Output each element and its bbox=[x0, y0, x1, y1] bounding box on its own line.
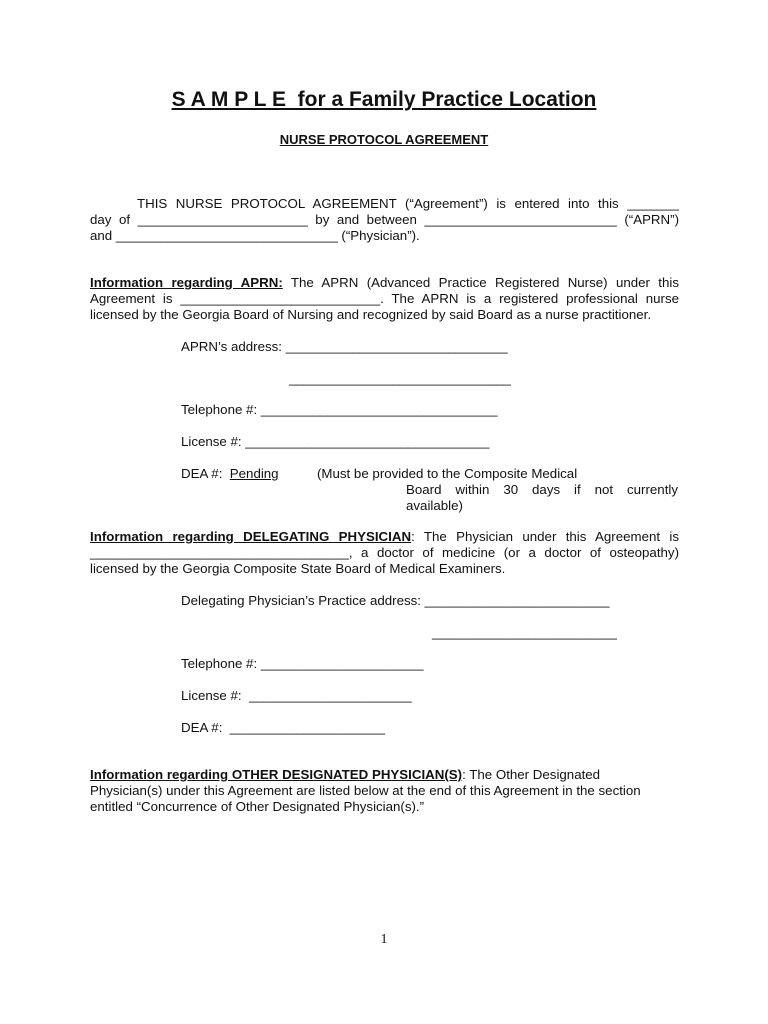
other-paragraph-line-3: entitled “Concurrence of Other Designated Physician(s).” bbox=[90, 799, 425, 814]
intro-line-1: THIS NURSE PROTOCOL AGREEMENT (“Agreement”) is entered into this _______ bbox=[137, 196, 679, 211]
other-line-1-text: : The Other Designated bbox=[462, 767, 601, 782]
aprn-dea-note-line-2: Board within 30 days if not currently bbox=[406, 482, 678, 497]
aprn-paragraph-line-1 bbox=[90, 275, 679, 291]
delegating-paragraph-line-2: ___________________________________, a doctor of medicine (or a doctor of osteopathy) bbox=[90, 545, 679, 560]
delegating-dea-field: DEA #: _____________________ bbox=[181, 720, 386, 735]
delegating-license-field: License #: ______________________ bbox=[181, 688, 412, 703]
aprn-dea-note-line-1: (Must be provided to the Composite Medical bbox=[317, 466, 578, 481]
delegating-heading: Information regarding DELEGATING PHYSICIAN bbox=[90, 529, 412, 544]
intro-line-2: day of _______________________ by and between __________________________ (“APRN”) bbox=[90, 212, 679, 227]
aprn-address-field: APRN’s address: ______________________________ bbox=[181, 339, 508, 354]
aprn-line-1-text: The APRN (Advanced Practice Registered Nurse) under this bbox=[282, 275, 679, 290]
aprn-dea-label: DEA #: bbox=[181, 466, 230, 481]
delegating-address-field: Delegating Physician’s Practice address: _________________________ bbox=[181, 593, 610, 608]
aprn-paragraph-line-3: licensed by the Georgia Board of Nursing and recognized by said Board as a nurse practitioner. bbox=[90, 307, 652, 322]
document-title: S A M P L E for a Family Practice Location bbox=[171, 88, 597, 111]
other-paragraph-line-1 bbox=[90, 767, 600, 783]
aprn-dea-value: Pending bbox=[229, 466, 279, 481]
delegating-paragraph-line-3: licensed by the Georgia Composite State Board of Medical Examiners. bbox=[90, 561, 506, 576]
intro-line-3: and ______________________________ (“Physician”). bbox=[90, 228, 420, 243]
aprn-address-field-line-2: ______________________________ bbox=[289, 371, 511, 386]
aprn-dea-note-line-3: available) bbox=[406, 498, 463, 513]
delegating-telephone-field: Telephone #: ______________________ bbox=[181, 656, 424, 671]
aprn-heading: Information regarding APRN: bbox=[90, 275, 283, 290]
page-number: 1 bbox=[380, 932, 388, 947]
other-heading: Information regarding OTHER DESIGNATED PHYSICIAN(S) bbox=[90, 767, 463, 782]
aprn-telephone-field: Telephone #: ________________________________ bbox=[181, 402, 498, 417]
aprn-paragraph-line-2: Agreement is ___________________________. The APRN is a registered professional nurse bbox=[90, 291, 679, 306]
aprn-license-field: License #: _________________________________ bbox=[181, 434, 490, 449]
aprn-dea-field bbox=[181, 466, 279, 482]
delegating-line-1-text: : The Physician under this Agreement is bbox=[411, 529, 679, 544]
document-subtitle: NURSE PROTOCOL AGREEMENT bbox=[279, 132, 489, 147]
delegating-paragraph-line-1 bbox=[90, 529, 679, 545]
other-paragraph-line-2: Physician(s) under this Agreement are listed below at the end of this Agreement in the section bbox=[90, 783, 641, 798]
delegating-address-field-line-2: _________________________ bbox=[432, 625, 617, 640]
